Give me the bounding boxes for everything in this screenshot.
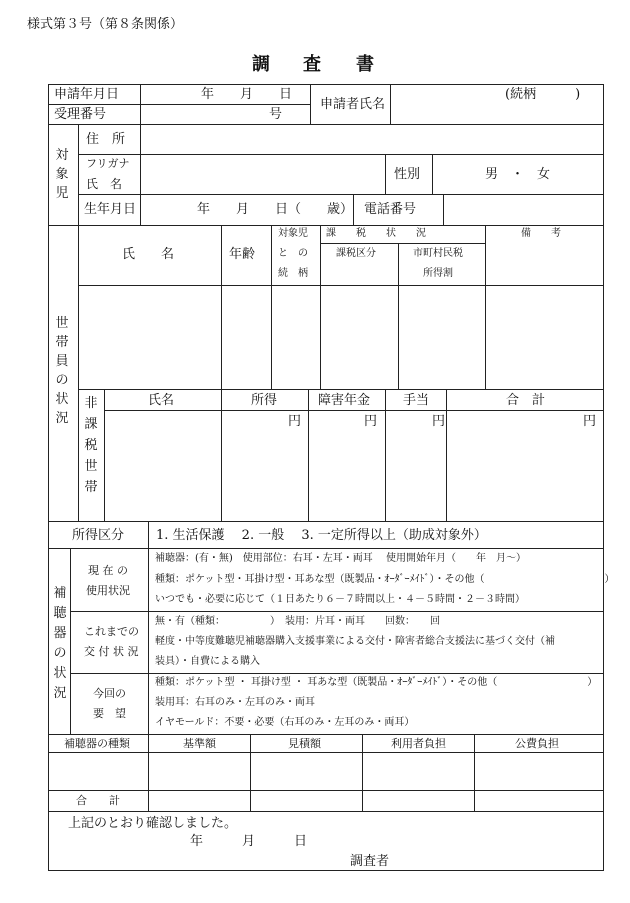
current-use-label-1: 現 在 の bbox=[88, 564, 128, 577]
tax-income-header-2: 所得割 bbox=[423, 268, 453, 279]
tax-income-header-1: 市町村民税 bbox=[413, 248, 463, 259]
confirm-date[interactable]: 年 月 日 bbox=[190, 834, 308, 849]
nontax-total-header: 合 計 bbox=[506, 393, 546, 408]
hearing-aid-group-label: 補 聴 器 の 状 況 bbox=[53, 586, 67, 701]
address-label: 住 所 bbox=[86, 132, 126, 147]
total-yen: 円 bbox=[583, 414, 597, 429]
title-char-3: 書 bbox=[356, 54, 374, 75]
cost-user-header: 利用者負担 bbox=[391, 737, 446, 750]
cost-base-header: 基準額 bbox=[183, 737, 216, 750]
title-char-2: 査 bbox=[303, 54, 321, 75]
applicant-name-label: 申請者氏名 bbox=[320, 97, 386, 112]
remarks-header: 備 考 bbox=[521, 228, 561, 239]
cost-estimate-header: 見積額 bbox=[288, 737, 321, 750]
past-issue-line-2: 軽度・中等度難聴児補聴器購入支援事業による交付・障害者総合支援法に基づく交付（補 bbox=[155, 636, 555, 647]
past-issue-line-3: 装具）・自費による購入 bbox=[155, 656, 260, 667]
nontax-group-label: 非 課 税 世 帯 bbox=[84, 396, 98, 495]
application-date-value[interactable]: 年 月 日 bbox=[201, 87, 293, 102]
relation-header-3: 続 柄 bbox=[278, 268, 308, 279]
request-label-2: 要 望 bbox=[93, 707, 126, 720]
form-reference: 様式第３号（第８条関係） bbox=[27, 17, 184, 32]
application-date-label: 申請年月日 bbox=[54, 87, 120, 102]
current-use-label-2: 使用状況 bbox=[86, 584, 130, 597]
current-use-line-3[interactable]: いつでも・必要に応じて（１日あたり６－７時間以上・４－５時間・２－３時間） bbox=[155, 594, 525, 605]
birth-date-label: 生年月日 bbox=[84, 202, 137, 217]
past-issue-label-2: 交 付 状 況 bbox=[84, 645, 139, 658]
child-name-label: 氏 名 bbox=[86, 177, 123, 191]
pension-yen: 円 bbox=[364, 414, 378, 429]
current-use-line-1[interactable]: 補聴器：(有・無) 使用部位：右耳・左耳・両耳 使用開始年月（ 年 月～） bbox=[155, 553, 526, 564]
relation-header-2: と の bbox=[278, 248, 308, 259]
reception-number-unit: 号 bbox=[269, 107, 283, 122]
current-use-line-2[interactable]: 種類：ポケット型・耳掛け型・耳あな型（既製品・ｵｰﾀﾞｰﾒｲﾄﾞ）・その他（ ） bbox=[155, 574, 615, 585]
furigana-label: フリガナ bbox=[86, 157, 130, 170]
household-group-label: 世 帯 員 の 状 況 bbox=[55, 316, 69, 426]
household-name-header: 氏 名 bbox=[122, 247, 175, 262]
tax-class-header: 課税区分 bbox=[336, 248, 376, 259]
request-line-1[interactable]: 種類：ポケット型 ・ 耳掛け型 ・ 耳あな型（既製品・ｵｰﾀﾞｰﾒｲﾄﾞ）・その他（ ） bbox=[155, 677, 598, 688]
phone-label: 電話番号 bbox=[364, 202, 417, 217]
allowance-yen: 円 bbox=[432, 414, 446, 429]
past-issue-line-1[interactable]: 無・有（種類： ） 装用：片耳・両耳 回数： 回 bbox=[155, 616, 440, 627]
nontax-income-header: 所得 bbox=[251, 393, 278, 408]
relation-header-1: 対象児 bbox=[278, 228, 308, 239]
income-class-label: 所得区分 bbox=[72, 528, 125, 543]
nontax-name-header: 氏名 bbox=[148, 393, 175, 408]
cost-total-label: 合 計 bbox=[76, 794, 120, 807]
confirm-text: 上記のとおり確認しました。 bbox=[68, 816, 238, 831]
request-label-1: 今回の bbox=[93, 687, 126, 700]
reception-number-label: 受理番号 bbox=[54, 107, 107, 122]
sex-value[interactable]: 男 ・ 女 bbox=[485, 167, 551, 182]
request-line-3[interactable]: イヤモールド：不要・必要（右耳のみ・左耳のみ・両耳） bbox=[155, 717, 415, 728]
birth-date-value[interactable]: 年 月 日（ 歳） bbox=[197, 202, 354, 217]
child-group-label: 対 象 児 bbox=[55, 148, 69, 201]
title-char-1: 調 bbox=[252, 54, 270, 75]
tax-status-header: 課 税 状 況 bbox=[326, 228, 426, 239]
income-class-options[interactable]: 1. 生活保護 2. 一般 3. 一定所得以上（助成対象外） bbox=[156, 528, 487, 543]
household-age-header: 年齢 bbox=[229, 247, 256, 262]
cost-type-header: 補聴器の種類 bbox=[64, 737, 130, 750]
cost-public-header: 公費負担 bbox=[515, 737, 559, 750]
nontax-allowance-header: 手当 bbox=[403, 393, 430, 408]
nontax-pension-header: 障害年金 bbox=[318, 393, 371, 408]
request-line-2[interactable]: 装用耳：右耳のみ・左耳のみ・両耳 bbox=[155, 697, 315, 708]
applicant-relation[interactable]: (続柄 ) bbox=[505, 87, 581, 102]
income-yen: 円 bbox=[288, 414, 302, 429]
past-issue-label-1: これまでの bbox=[84, 625, 139, 638]
investigator-label: 調査者 bbox=[350, 854, 390, 869]
sex-label: 性別 bbox=[394, 167, 421, 182]
